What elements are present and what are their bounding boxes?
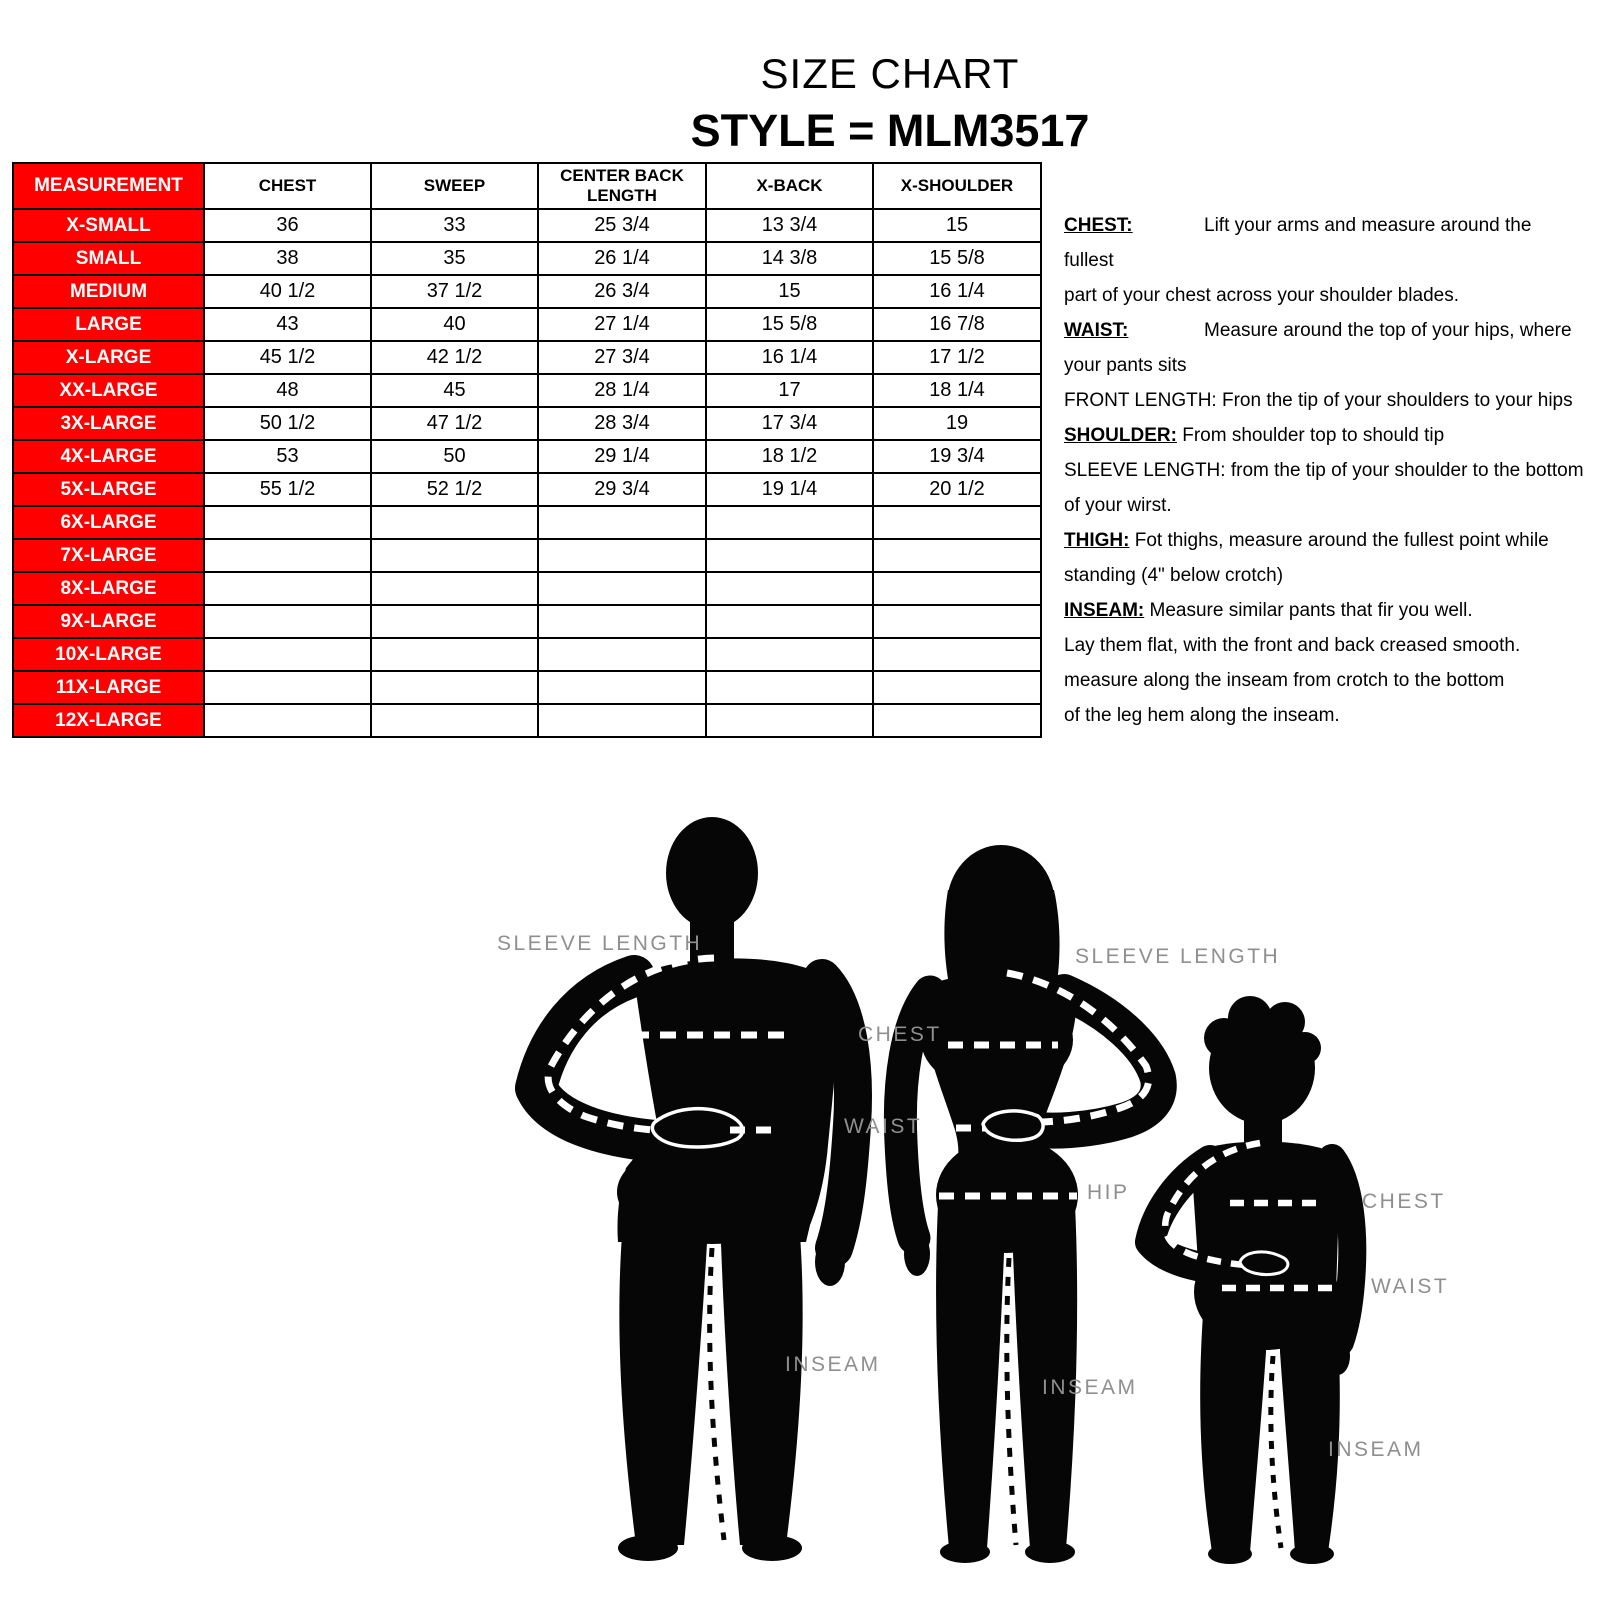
value-cell: 29 1/4 [538, 440, 706, 473]
instruction-line: WAIST: Measure around the top of your hips, where [1064, 313, 1584, 348]
female-hip-label: HIP [1087, 1181, 1130, 1204]
instruction-keyword: SHOULDER: [1064, 425, 1177, 446]
value-cell: 40 1/2 [204, 275, 371, 308]
column-header: X-SHOULDER [873, 163, 1041, 209]
column-header: X-BACK [706, 163, 873, 209]
instruction-line: measure along the inseam from crotch to the bottom [1064, 670, 1505, 691]
column-header: MEASUREMENT [13, 163, 204, 209]
child-waist-label: WAIST [1371, 1275, 1450, 1298]
size-cell: 10X-LARGE [13, 638, 204, 671]
instruction-line: SLEEVE LENGTH: from the tip of your shoulder to the bottom [1064, 460, 1584, 481]
size-cell: 6X-LARGE [13, 506, 204, 539]
size-cell: 12X-LARGE [13, 704, 204, 737]
value-cell: 50 [371, 440, 538, 473]
instruction-line: of the leg hem along the inseam. [1064, 705, 1340, 726]
male-silhouette [536, 817, 853, 1561]
value-cell: 19 [873, 407, 1041, 440]
instruction-line: INSEAM: Measure similar pants that fir you well. [1064, 600, 1473, 621]
instruction-line: SHOULDER: From shoulder top to should tip [1064, 425, 1445, 446]
size-cell: LARGE [13, 308, 204, 341]
child-silhouette [1150, 996, 1352, 1564]
female-inseam-label: INSEAM [1042, 1376, 1138, 1399]
size-cell: 5X-LARGE [13, 473, 204, 506]
value-cell: 15 5/8 [706, 308, 873, 341]
size-cell: XX-LARGE [13, 374, 204, 407]
instruction-keyword: CHEST: [1064, 215, 1133, 236]
value-cell: 17 3/4 [706, 407, 873, 440]
value-cell: 43 [204, 308, 371, 341]
value-cell: 33 [371, 209, 538, 242]
value-cell: 16 1/4 [873, 275, 1041, 308]
value-cell: 36 [204, 209, 371, 242]
instruction-line: CHEST: Lift your arms and measure around the fullest [1064, 208, 1584, 278]
value-cell: 37 1/2 [371, 275, 538, 308]
value-cell: 26 3/4 [538, 275, 706, 308]
value-cell: 15 [873, 209, 1041, 242]
value-cell: 15 5/8 [873, 242, 1041, 275]
child-chest-label: CHEST [1362, 1190, 1446, 1213]
value-cell: 17 1/2 [873, 341, 1041, 374]
size-cell: 4X-LARGE [13, 440, 204, 473]
value-cell: 27 1/4 [538, 308, 706, 341]
male-chest-label: CHEST [858, 1023, 942, 1046]
column-header: CHEST [204, 163, 371, 209]
female-sleeve-length-label: SLEEVE LENGTH [1075, 945, 1281, 968]
instruction-keyword: INSEAM: [1064, 600, 1145, 621]
female-inseam-line [1007, 1258, 1016, 1545]
value-cell: 45 1/2 [204, 341, 371, 374]
value-cell: 29 3/4 [538, 473, 706, 506]
instruction-line: your pants sits [1064, 355, 1187, 376]
value-cell: 25 3/4 [538, 209, 706, 242]
value-cell: 45 [371, 374, 538, 407]
value-cell: 53 [204, 440, 371, 473]
instruction-line: THIGH: Fot thighs, measure around the fullest point while [1064, 530, 1549, 551]
size-cell: 7X-LARGE [13, 539, 204, 572]
value-cell: 35 [371, 242, 538, 275]
page-title: SIZE CHART [760, 50, 1020, 97]
value-cell: 15 [706, 275, 873, 308]
size-cell: MEDIUM [13, 275, 204, 308]
instruction-keyword: WAIST: [1064, 320, 1129, 341]
child-inseam-line [1271, 1356, 1281, 1548]
instruction-line: of your wirst. [1064, 495, 1172, 516]
size-cell: X-LARGE [13, 341, 204, 374]
value-cell: 17 [706, 374, 873, 407]
value-cell: 26 1/4 [538, 242, 706, 275]
size-cell: X-SMALL [13, 209, 204, 242]
column-header: CENTER BACK LENGTH [538, 163, 706, 209]
value-cell: 19 3/4 [873, 440, 1041, 473]
size-cell: 8X-LARGE [13, 572, 204, 605]
instruction-line: Lay them flat, with the front and back creased smooth. [1064, 635, 1521, 656]
value-cell: 55 1/2 [204, 473, 371, 506]
value-cell: 42 1/2 [371, 341, 538, 374]
value-cell: 48 [204, 374, 371, 407]
size-cell: SMALL [13, 242, 204, 275]
value-cell: 27 3/4 [538, 341, 706, 374]
value-cell: 40 [371, 308, 538, 341]
value-cell: 13 3/4 [706, 209, 873, 242]
value-cell: 16 1/4 [706, 341, 873, 374]
male-sleeve-length-label: SLEEVE LENGTH [497, 932, 703, 955]
male-waist-label: WAIST [844, 1115, 923, 1138]
instruction-keyword: THIGH: [1064, 530, 1130, 551]
size-cell: 11X-LARGE [13, 671, 204, 704]
value-cell: 28 1/4 [538, 374, 706, 407]
value-cell: 18 1/2 [706, 440, 873, 473]
size-cell: 3X-LARGE [13, 407, 204, 440]
value-cell: 52 1/2 [371, 473, 538, 506]
value-cell: 20 1/2 [873, 473, 1041, 506]
value-cell: 38 [204, 242, 371, 275]
value-cell: 14 3/8 [706, 242, 873, 275]
value-cell: 47 1/2 [371, 407, 538, 440]
male-inseam-label: INSEAM [785, 1353, 881, 1376]
value-cell: 50 1/2 [204, 407, 371, 440]
child-inseam-label: INSEAM [1328, 1438, 1424, 1461]
size-cell: 9X-LARGE [13, 605, 204, 638]
instruction-line: part of your chest across your shoulder blades. [1064, 285, 1459, 306]
instruction-line: standing (4" below crotch) [1064, 565, 1284, 586]
value-cell: 19 1/4 [706, 473, 873, 506]
style-subtitle: STYLE = MLM3517 [690, 105, 1090, 156]
value-cell: 28 3/4 [538, 407, 706, 440]
male-inseam-line [710, 1248, 724, 1540]
instruction-line: FRONT LENGTH: Fron the tip of your shoulders to your hips [1064, 390, 1573, 411]
value-cell: 18 1/4 [873, 374, 1041, 407]
column-header: SWEEP [371, 163, 538, 209]
value-cell: 16 7/8 [873, 308, 1041, 341]
